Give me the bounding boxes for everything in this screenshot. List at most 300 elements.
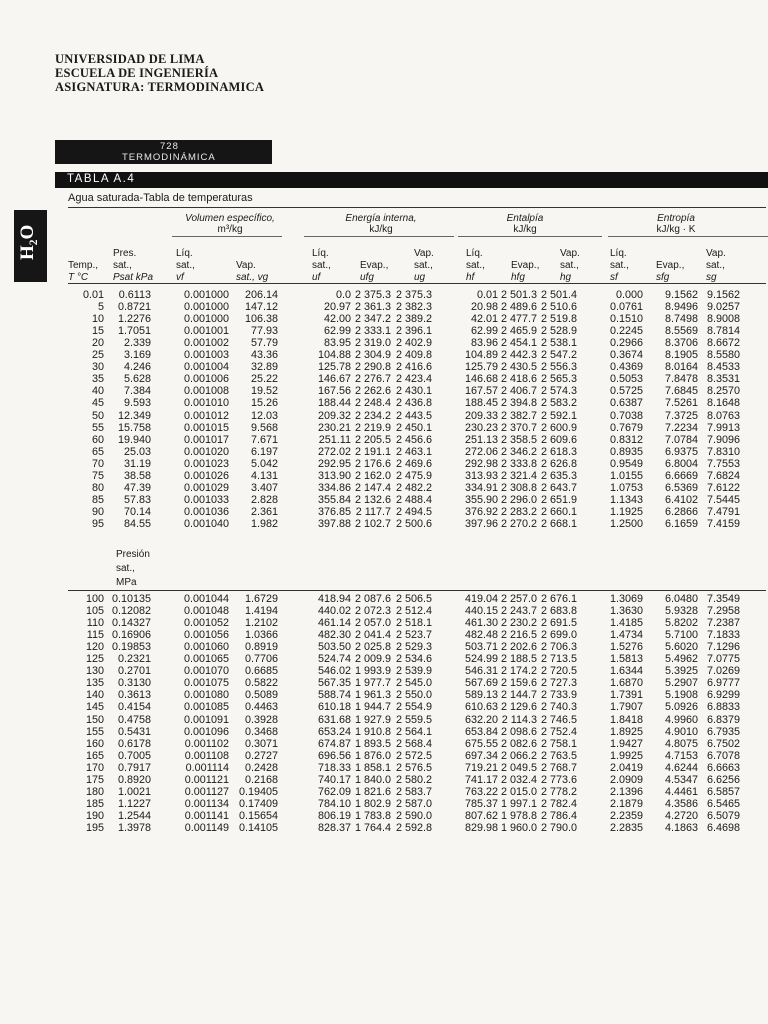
table-cell: 105 <box>85 605 104 618</box>
table-cell: 1 840.0 <box>354 773 391 786</box>
column-header-10-line3: hg <box>560 272 572 283</box>
table-cell: 719.21 <box>464 761 498 774</box>
table-cell: 0.001029 <box>183 481 229 494</box>
table-cell: 503.50 <box>317 641 351 654</box>
table-cell: 7.0775 <box>706 653 740 666</box>
table-cell: 610.63 <box>464 701 498 714</box>
table-cell: 0.001036 <box>183 505 229 518</box>
table-cell: 0.3071 <box>244 737 278 750</box>
table-cell: 6.7502 <box>706 737 740 750</box>
column-header-8-line1: Líq. <box>466 248 483 259</box>
table-cell: 7.8310 <box>706 445 740 458</box>
table-cell: 4.3586 <box>664 797 698 810</box>
table-cell: 461.30 <box>464 617 498 630</box>
table-cell: 741.17 <box>464 773 498 786</box>
table-cell: 2.1879 <box>609 797 643 810</box>
table-cell: 0.000 <box>615 289 643 301</box>
table-cell: 2 668.1 <box>540 517 577 530</box>
table-cell: 2 752.4 <box>540 725 577 738</box>
table-cell: 0.3468 <box>244 725 278 738</box>
table-cell: 2 159.6 <box>500 677 537 690</box>
table-cell: 83.96 <box>470 337 498 350</box>
table-cell: 6.9299 <box>706 689 740 702</box>
table-cell: 2 501.4 <box>540 289 577 301</box>
table-cell: 2 370.7 <box>500 421 537 434</box>
column-header-2-line2: sat., <box>113 260 132 271</box>
group-energy-unit: kJ/kg <box>369 224 393 235</box>
university-name: UNIVERSIDAD DE LIMA <box>55 52 205 66</box>
table-cell: 2 778.2 <box>540 785 577 798</box>
table-cell: 2 651.9 <box>540 493 577 506</box>
column-header-9-line3: hfg <box>511 272 525 283</box>
table-cell: 0.001127 <box>184 785 229 798</box>
table-cell: 6.5465 <box>706 797 740 810</box>
table-cell: 2 321.4 <box>500 469 537 482</box>
table-cell: 0.8721 <box>117 301 151 314</box>
table-cell: 8.9496 <box>664 301 698 314</box>
table-cell: 0.7679 <box>609 421 643 434</box>
table-cell: 2 534.6 <box>395 653 432 666</box>
table-cell: 2 015.0 <box>500 785 537 798</box>
table-cell: 2.2835 <box>609 821 643 834</box>
table-cell: 0.01 <box>476 289 498 301</box>
table-cell: 0.3613 <box>117 689 151 702</box>
column-header-13-line3: sg <box>706 272 717 283</box>
table-cell: 2 740.3 <box>540 701 577 714</box>
table-cell: 807.62 <box>464 809 498 822</box>
table-cell: 2 358.5 <box>500 433 537 446</box>
table-cell: 1 821.6 <box>354 785 391 798</box>
table-cell: 1.0155 <box>609 469 643 482</box>
section-rule <box>68 590 766 591</box>
table-cell: 0.1510 <box>609 313 643 326</box>
table-cell: 8.7814 <box>706 325 740 338</box>
table-cell: 31.19 <box>123 457 151 470</box>
table-cell: 1.6870 <box>609 677 643 690</box>
table-cell: 6.5857 <box>706 785 740 798</box>
table-cell: 292.95 <box>317 457 351 470</box>
table-cell: 355.90 <box>464 493 498 506</box>
table-cell: 0.001000 <box>183 301 229 314</box>
table-cell: 397.88 <box>317 517 351 530</box>
table-cell: 0.7005 <box>117 749 151 762</box>
table-cell: 2 248.4 <box>354 397 391 410</box>
group-volume-rule <box>172 236 282 237</box>
top-rule <box>68 207 766 208</box>
page-number: 728 <box>160 141 179 152</box>
table-title-bar <box>55 172 768 188</box>
table-cell: 2 609.6 <box>540 433 577 446</box>
table-cell: 0.001033 <box>183 493 229 506</box>
table-cell: 2 347.2 <box>354 313 391 326</box>
table-cell: 1.9427 <box>609 737 643 750</box>
table-cell: 2 529.3 <box>395 641 432 654</box>
table-cell: 2 416.6 <box>395 361 432 374</box>
table-cell: 40 <box>91 385 104 398</box>
table-cell: 0.3928 <box>244 713 278 726</box>
table-cell: 8.7498 <box>664 313 698 326</box>
table-cell: 0.001080 <box>183 689 229 702</box>
pressure-header-line1: Presión <box>116 549 150 560</box>
table-cell: 1.0753 <box>609 481 643 494</box>
table-cell: 6.8379 <box>706 713 740 726</box>
table-cell: 2 333.8 <box>500 457 537 470</box>
table-cell: 7.9096 <box>706 433 740 446</box>
table-cell: 4.9010 <box>664 725 698 738</box>
table-cell: 5.3925 <box>664 665 698 678</box>
table-cell: 0.4758 <box>117 713 151 726</box>
table-cell: 2 506.5 <box>395 593 432 605</box>
table-cell: 106.38 <box>244 313 278 326</box>
table-cell: 1.7391 <box>609 689 643 702</box>
table-cell: 5.4962 <box>664 653 698 666</box>
table-cell: 7.6845 <box>664 385 698 398</box>
table-cell: 2 443.5 <box>395 409 432 422</box>
table-cell: 0.2727 <box>244 749 278 762</box>
table-cell: 2 574.3 <box>540 385 577 398</box>
table-cell: 631.68 <box>317 713 351 726</box>
table-cell: 2 758.1 <box>540 737 577 750</box>
table-cell: 7.3549 <box>706 593 740 605</box>
table-cell: 0.001003 <box>183 349 229 362</box>
course-name: ASIGNATURA: TERMODINAMICA <box>55 80 265 94</box>
table-cell: 718.33 <box>317 761 351 774</box>
table-cell: 2 580.2 <box>395 773 432 786</box>
table-cell: 2 790.0 <box>540 821 577 834</box>
table-cell: 38.58 <box>123 469 151 482</box>
table-cell: 2 592.1 <box>540 409 577 422</box>
table-cell: 7.0269 <box>706 665 740 678</box>
table-cell: 2 041.4 <box>354 629 391 642</box>
table-cell: 0.001020 <box>183 445 229 458</box>
table-cell: 25 <box>91 349 104 362</box>
column-header-10-line2: sat., <box>560 260 579 271</box>
table-cell: 2 539.9 <box>395 665 432 678</box>
table-cell: 2 676.1 <box>540 593 577 605</box>
table-cell: 2 550.0 <box>395 689 432 702</box>
table-cell: 0.3130 <box>117 677 151 690</box>
table-cell: 6.6256 <box>706 773 740 786</box>
table-cell: 35 <box>91 373 104 386</box>
table-cell: 15.26 <box>250 397 278 410</box>
table-cell: 482.48 <box>464 629 498 642</box>
table-cell: 5.628 <box>123 373 151 386</box>
table-cell: 30 <box>91 361 104 374</box>
table-cell: 6.7078 <box>706 749 740 762</box>
table-cell: 0.5725 <box>609 385 643 398</box>
table-cell: 8.5580 <box>706 349 740 362</box>
book-title: TERMODINÁMICA <box>122 152 216 163</box>
table-cell: 1.5276 <box>609 641 643 654</box>
table-cell: 0.001006 <box>183 373 229 386</box>
table-cell: 2 773.6 <box>540 773 577 786</box>
table-cell: 2 234.2 <box>354 409 391 422</box>
table-cell: 6.5369 <box>664 481 698 494</box>
table-cell: 0.001002 <box>183 337 229 350</box>
table-cell: 8.3706 <box>664 337 698 350</box>
table-cell: 8.0763 <box>706 409 740 422</box>
table-cell: 4.9960 <box>664 713 698 726</box>
column-header-1-line3: T °C <box>68 272 89 283</box>
table-cell: 140 <box>85 689 104 702</box>
table-cell: 2 600.9 <box>540 421 577 434</box>
table-cell: 62.99 <box>323 325 351 338</box>
table-cell: 2 583.2 <box>540 397 577 410</box>
table-cell: 2 568.4 <box>395 737 432 750</box>
table-cell: 2 442.3 <box>500 349 537 362</box>
table-cell: 2 618.3 <box>540 445 577 458</box>
table-cell: 2.361 <box>250 505 278 518</box>
table-cell: 2 583.7 <box>395 785 432 798</box>
table-cell: 125.79 <box>464 361 498 374</box>
table-cell: 6.8004 <box>664 457 698 470</box>
table-cell: 7.1833 <box>706 629 740 642</box>
table-cell: 376.85 <box>317 505 351 518</box>
group-entropy-rule <box>608 236 768 237</box>
table-cell: 2 733.9 <box>540 689 577 702</box>
table-cell: 8.9008 <box>706 313 740 326</box>
table-cell: 632.20 <box>464 713 498 726</box>
table-label: TABLA A.4 <box>67 173 136 185</box>
table-cell: 155 <box>85 725 104 738</box>
table-cell: 567.35 <box>317 677 351 690</box>
column-header-13-line2: sat., <box>706 260 725 271</box>
column-header-1-line2: Temp., <box>68 260 99 271</box>
table-cell: 167.57 <box>464 385 498 398</box>
table-cell: 2 565.3 <box>540 373 577 386</box>
table-cell: 1.4194 <box>244 605 278 618</box>
table-cell: 0.001026 <box>183 469 229 482</box>
table-cell: 6.0480 <box>664 593 698 605</box>
table-cell: 7.384 <box>123 385 151 398</box>
table-cell: 2 572.5 <box>395 749 432 762</box>
group-enthalpy-rule <box>458 236 602 237</box>
column-header-7-line2: sat., <box>414 260 433 271</box>
table-cell: 9.0257 <box>706 301 740 314</box>
table-cell: 57.79 <box>250 337 278 350</box>
table-cell: 95 <box>91 517 104 530</box>
column-header-3-line3: vf <box>176 272 184 283</box>
table-cell: 567.69 <box>464 677 498 690</box>
table-cell: 1 961.3 <box>354 689 391 702</box>
table-cell: 2 102.7 <box>354 517 391 530</box>
table-cell: 2 230.2 <box>500 617 537 630</box>
table-cell: 0.15654 <box>238 809 278 822</box>
table-cell: 0.001004 <box>183 361 229 374</box>
table-cell: 2 087.6 <box>354 593 391 605</box>
table-cell: 1.5813 <box>609 653 643 666</box>
column-header-5-line3: uf <box>312 272 321 283</box>
table-cell: 2 699.0 <box>540 629 577 642</box>
table-cell: 2 554.9 <box>395 701 432 714</box>
table-cell: 2 098.6 <box>500 725 537 738</box>
column-header-6-line2: Evap., <box>360 260 389 271</box>
table-cell: 440.02 <box>317 605 351 618</box>
table-cell: 110 <box>86 617 104 630</box>
table-cell: 8.1905 <box>664 349 698 362</box>
table-cell: 2 032.4 <box>500 773 537 786</box>
table-cell: 8.6672 <box>706 337 740 350</box>
table-cell: 828.37 <box>317 821 351 834</box>
table-cell: 524.74 <box>317 653 351 666</box>
table-cell: 2 176.6 <box>354 457 391 470</box>
table-cell: 125.78 <box>317 361 351 374</box>
table-cell: 2 477.7 <box>500 313 537 326</box>
table-cell: 546.31 <box>464 665 498 678</box>
table-cell: 195 <box>85 821 104 834</box>
table-cell: 2 389.2 <box>395 313 432 326</box>
table-cell: 0.2966 <box>609 337 643 350</box>
table-cell: 188.45 <box>464 397 498 410</box>
table-cell: 1 910.8 <box>354 725 391 738</box>
table-cell: 0.001102 <box>184 737 229 750</box>
table-cell: 0.001108 <box>184 749 229 762</box>
table-cell: 7.5261 <box>664 397 698 410</box>
table-cell: 2 375.3 <box>395 289 432 301</box>
pressure-header-line2: sat., <box>116 563 135 574</box>
table-cell: 5.7100 <box>664 629 698 642</box>
column-header-7-line1: Vap. <box>414 248 434 259</box>
table-cell: 5.8202 <box>664 617 698 630</box>
column-header-12-line3: sfg <box>656 272 670 283</box>
table-cell: 2 683.8 <box>540 605 577 618</box>
table-cell: 15.758 <box>117 421 151 434</box>
group-enthalpy: Entalpía <box>506 213 544 224</box>
group-entropy-unit: kJ/kg · K <box>656 224 696 235</box>
table-cell: 0.01 <box>82 289 104 301</box>
table-cell: 115 <box>86 629 104 642</box>
table-cell: 9.1562 <box>664 289 698 301</box>
table-cell: 43.36 <box>250 349 278 362</box>
column-header-9-line2: Evap., <box>511 260 540 271</box>
table-cell: 2 270.2 <box>500 517 537 530</box>
table-cell: 2.0419 <box>609 761 643 774</box>
table-cell: 589.13 <box>464 689 498 702</box>
table-cell: 0.001023 <box>183 457 229 470</box>
table-cell: 2 409.8 <box>395 349 432 362</box>
table-cell: 2 489.6 <box>500 301 537 314</box>
table-cell: 4.1863 <box>664 821 698 834</box>
table-cell: 2 406.7 <box>500 385 537 398</box>
table-cell: 2 746.5 <box>540 713 577 726</box>
table-cell: 25.03 <box>123 445 151 458</box>
table-cell: 7.7553 <box>706 457 740 470</box>
table-cell: 0.16906 <box>111 629 151 642</box>
table-cell: 146.67 <box>317 373 351 386</box>
table-cell: 2 418.6 <box>500 373 537 386</box>
table-cell: 0.001010 <box>183 397 229 410</box>
table-cell: 1.7051 <box>117 325 151 338</box>
table-cell: 2 523.7 <box>395 629 432 642</box>
table-cell: 546.02 <box>317 665 351 678</box>
table-cell: 2 587.0 <box>395 797 432 810</box>
table-cell: 10 <box>91 313 104 326</box>
table-cell: 2 482.2 <box>395 481 432 494</box>
table-cell: 2.2359 <box>609 809 643 822</box>
table-cell: 0.001075 <box>183 677 229 690</box>
table-cell: 7.9913 <box>706 421 740 434</box>
table-cell: 47.39 <box>123 481 151 494</box>
table-cell: 185 <box>85 797 104 810</box>
table-cell: 334.86 <box>317 481 351 494</box>
table-cell: 0.4463 <box>244 701 278 714</box>
table-cell: 2 510.6 <box>540 301 577 314</box>
table-cell: 2 519.8 <box>540 313 577 326</box>
table-cell: 7.671 <box>250 433 278 446</box>
table-cell: 653.24 <box>317 725 351 738</box>
table-cell: 2 475.9 <box>395 469 432 482</box>
table-cell: 674.87 <box>317 737 351 750</box>
table-cell: 1.3630 <box>609 605 643 618</box>
table-cell: 9.1562 <box>706 289 740 301</box>
table-cell: 50 <box>91 409 104 422</box>
table-cell: 251.11 <box>318 433 351 446</box>
table-cell: 2 545.0 <box>395 677 432 690</box>
table-cell: 2 202.6 <box>500 641 537 654</box>
table-cell: 0.9549 <box>609 457 643 470</box>
table-cell: 2 727.3 <box>540 677 577 690</box>
table-cell: 2 786.4 <box>540 809 577 822</box>
table-cell: 2 592.8 <box>395 821 432 834</box>
table-cell: 5.0926 <box>664 701 698 714</box>
table-cell: 2 713.5 <box>540 653 577 666</box>
table-cell: 0.001060 <box>183 641 229 654</box>
table-cell: 0.14327 <box>111 617 151 630</box>
table-cell: 20.98 <box>470 301 498 314</box>
table-cell: 1 927.9 <box>354 713 391 726</box>
table-cell: 8.5569 <box>664 325 698 338</box>
table-cell: 0.12082 <box>111 605 151 618</box>
table-cell: 2 706.3 <box>540 641 577 654</box>
table-cell: 376.92 <box>464 505 498 518</box>
table-cell: 6.2866 <box>664 505 698 518</box>
table-cell: 15 <box>91 325 104 338</box>
table-cell: 0.19405 <box>238 785 278 798</box>
table-cell: 3.407 <box>250 481 278 494</box>
table-cell: 2 333.1 <box>354 325 391 338</box>
side-tab-label: H₂O <box>17 224 38 260</box>
table-cell: 2 144.7 <box>500 689 537 702</box>
table-cell: 2 219.9 <box>354 421 391 434</box>
table-cell: 2 283.2 <box>500 505 537 518</box>
table-cell: 397.96 <box>464 517 498 530</box>
table-cell: 209.32 <box>317 409 351 422</box>
header-rule <box>68 283 766 284</box>
group-entropy: Entropía <box>657 213 695 224</box>
table-cell: 1.4185 <box>609 617 643 630</box>
table-cell: 2 147.4 <box>354 481 391 494</box>
table-cell: 5.1908 <box>664 689 698 702</box>
table-cell: 55 <box>91 421 104 434</box>
table-cell: 0.001096 <box>183 725 229 738</box>
column-header-3-line2: sat., <box>176 260 195 271</box>
table-cell: 1 764.4 <box>354 821 391 834</box>
table-cell: 0.001114 <box>185 761 229 774</box>
table-cell: 8.1648 <box>706 397 740 410</box>
table-cell: 4.5347 <box>664 773 698 786</box>
table-cell: 167.56 <box>317 385 351 398</box>
table-cell: 0.001121 <box>184 773 229 786</box>
table-cell: 2 396.1 <box>395 325 432 338</box>
table-cell: 2 501.3 <box>500 289 537 301</box>
table-cell: 1.2500 <box>609 517 643 530</box>
table-cell: 145 <box>85 701 104 714</box>
table-cell: 0.19853 <box>111 641 151 654</box>
table-cell: 2 463.1 <box>395 445 432 458</box>
table-cell: 2 556.3 <box>540 361 577 374</box>
table-cell: 419.04 <box>464 593 498 605</box>
table-cell: 251.13 <box>464 433 498 446</box>
